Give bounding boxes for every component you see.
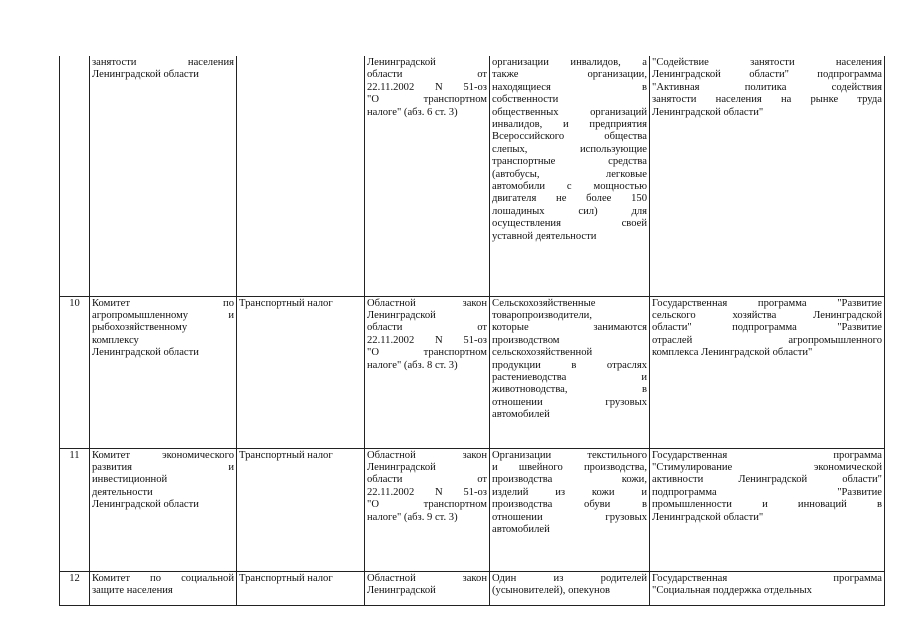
cell-line: слепых, использующие — [492, 143, 647, 155]
table-body — [60, 56, 885, 605]
cell-line: налоге" (абз. 9 ст. 3) — [367, 511, 458, 523]
cell-line: занятости населения на рынке труда — [652, 94, 882, 106]
cell-line: Ленинградской области" — [652, 511, 764, 523]
cell-line: комплекса Ленинградской области" — [652, 347, 813, 359]
cell-number: 11 — [60, 448, 90, 571]
cell-program — [650, 56, 885, 296]
cell-line: производства кожи, — [492, 474, 647, 486]
cell-line: Комитет экономического — [92, 449, 234, 461]
cell-line: Областной закон — [367, 449, 487, 461]
cell-line: осуществления своей — [492, 218, 647, 230]
cell-law — [365, 571, 490, 605]
cell-number: 10 — [60, 296, 90, 448]
cell-line: Транспортный налог — [239, 572, 333, 584]
cell-line: производством — [492, 334, 560, 346]
cell-line: Всероссийского общества — [492, 131, 647, 143]
cell-law — [365, 296, 490, 448]
cell-line: уставной деятельности — [492, 230, 597, 242]
cell-line: Один из родителей — [492, 572, 647, 584]
cell-line: налоге" (абз. 6 ст. 3) — [367, 106, 458, 118]
cell-line: области от — [367, 69, 487, 81]
cell-line: Ленинградской области" — [652, 106, 764, 118]
cell-line: автомобили с мощностью — [492, 181, 647, 193]
cell-line: Областной закон — [367, 297, 487, 309]
cell-tax — [237, 56, 365, 296]
cell-line: Ленинградской — [367, 461, 436, 473]
cell-line: находящиеся в — [492, 81, 647, 93]
cell-recipients — [490, 571, 650, 605]
cell-program — [650, 571, 885, 605]
cell-line: сельскохозяйственной — [492, 347, 593, 359]
cell-line: "О транспортном — [367, 347, 487, 359]
cell-line: агропромышленному и — [92, 309, 234, 321]
cell-line: Сельскохозяйственные — [492, 297, 596, 309]
cell-line: Комитет по социальной — [92, 572, 234, 584]
cell-line: подпрограмма "Развитие — [652, 486, 882, 498]
cell-line: Ленинградской — [367, 584, 436, 596]
cell-line: животноводства, в — [492, 384, 647, 396]
cell-line: "Стимулирование экономической — [652, 461, 882, 473]
cell-number — [60, 56, 90, 296]
cell-line: организации инвалидов, а — [492, 57, 647, 68]
cell-program — [650, 296, 885, 448]
cell-line: промышленности и инноваций в — [652, 499, 882, 511]
cell-line: "О транспортном — [367, 94, 487, 106]
cell-line: области от — [367, 322, 487, 334]
cell-line: 22.11.2002 N 51-оз — [367, 81, 487, 93]
cell-recipients — [490, 296, 650, 448]
cell-line: защите населения — [92, 584, 173, 596]
cell-line: изделий из кожи и — [492, 486, 647, 498]
cell-line: и швейного производства, — [492, 461, 647, 473]
cell-line: автомобилей — [492, 409, 550, 421]
cell-line: Ленинградской области — [92, 347, 199, 359]
cell-law — [365, 448, 490, 571]
cell-line: Организации текстильного — [492, 449, 647, 461]
cell-recipients — [490, 448, 650, 571]
cell-line: Государственная программа — [652, 572, 882, 584]
cell-line: Транспортный налог — [239, 297, 333, 309]
cell-law — [365, 56, 490, 296]
cell-line: "О транспортном — [367, 499, 487, 511]
cell-line: отраслей агропромышленного — [652, 334, 882, 346]
cell-line: Ленинградской — [367, 57, 436, 68]
cell-line: "Активная политика содействия — [652, 81, 882, 93]
cell-line: которые занимаются — [492, 322, 647, 334]
cell-line: 22.11.2002 N 51-оз — [367, 486, 487, 498]
cell-line: инвестиционной — [92, 474, 168, 486]
cell-program — [650, 448, 885, 571]
cell-line: продукции в отраслях — [492, 359, 647, 371]
cell-line: транспортные средства — [492, 156, 647, 168]
cell-line: двигателя не более 150 — [492, 193, 647, 205]
cell-line: (усыновителей), опекунов — [492, 584, 611, 596]
cell-agency — [90, 448, 237, 571]
cell-line: (автобусы, легковые — [492, 168, 647, 180]
cell-line: растениеводства и — [492, 371, 647, 383]
cell-number: 12 — [60, 571, 90, 605]
cell-line: Ленинградской области — [92, 69, 199, 81]
cell-line: Ленинградской области — [92, 499, 199, 511]
benefits-table — [59, 56, 885, 606]
cell-line: "Содействие занятости населения — [652, 57, 882, 68]
cell-line: инвалидов, и предприятия — [492, 119, 647, 131]
cell-line: развития и — [92, 461, 234, 473]
cell-tax — [237, 448, 365, 571]
cell-line: области от — [367, 474, 487, 486]
cell-line: Областной закон — [367, 572, 487, 584]
cell-line: Комитет по — [92, 297, 234, 309]
table-row — [60, 56, 885, 296]
cell-line: сельского хозяйства Ленинградской — [652, 309, 882, 321]
cell-line: производства обуви в — [492, 499, 647, 511]
cell-line: активности Ленинградской области" — [652, 474, 882, 486]
table-row — [60, 296, 885, 448]
cell-line: общественных организаций — [492, 106, 647, 118]
cell-tax — [237, 571, 365, 605]
cell-line: собственности — [492, 94, 559, 106]
cell-agency — [90, 571, 237, 605]
cell-line: автомобилей — [492, 523, 550, 535]
cell-agency — [90, 296, 237, 448]
cell-line: занятости населения — [92, 57, 234, 68]
cell-line: отношении грузовых — [492, 511, 647, 523]
cell-line: товаропроизводители, — [492, 309, 592, 321]
cell-line: Транспортный налог — [239, 449, 333, 461]
cell-line: отношении грузовых — [492, 396, 647, 408]
cell-line: лошадиных сил) для — [492, 205, 647, 217]
cell-agency — [90, 56, 237, 296]
cell-tax — [237, 296, 365, 448]
cell-line: налоге" (абз. 8 ст. 3) — [367, 359, 458, 371]
cell-line: Государственная программа "Развитие — [652, 297, 882, 309]
cell-line: рыбохозяйственному — [92, 322, 188, 334]
cell-line: "Социальная поддержка отдельных — [652, 584, 812, 596]
cell-line: деятельности — [92, 486, 153, 498]
cell-line: Ленинградской — [367, 309, 436, 321]
cell-line: Государственная программа — [652, 449, 882, 461]
cell-line: также организации, — [492, 69, 647, 81]
table-row — [60, 571, 885, 605]
cell-line: 22.11.2002 N 51-оз — [367, 334, 487, 346]
table-row — [60, 448, 885, 571]
cell-line: Ленинградской области" подпрограмма — [652, 69, 882, 81]
cell-line: области" подпрограмма "Развитие — [652, 322, 882, 334]
cell-line: комплексу — [92, 334, 139, 346]
cell-recipients — [490, 56, 650, 296]
